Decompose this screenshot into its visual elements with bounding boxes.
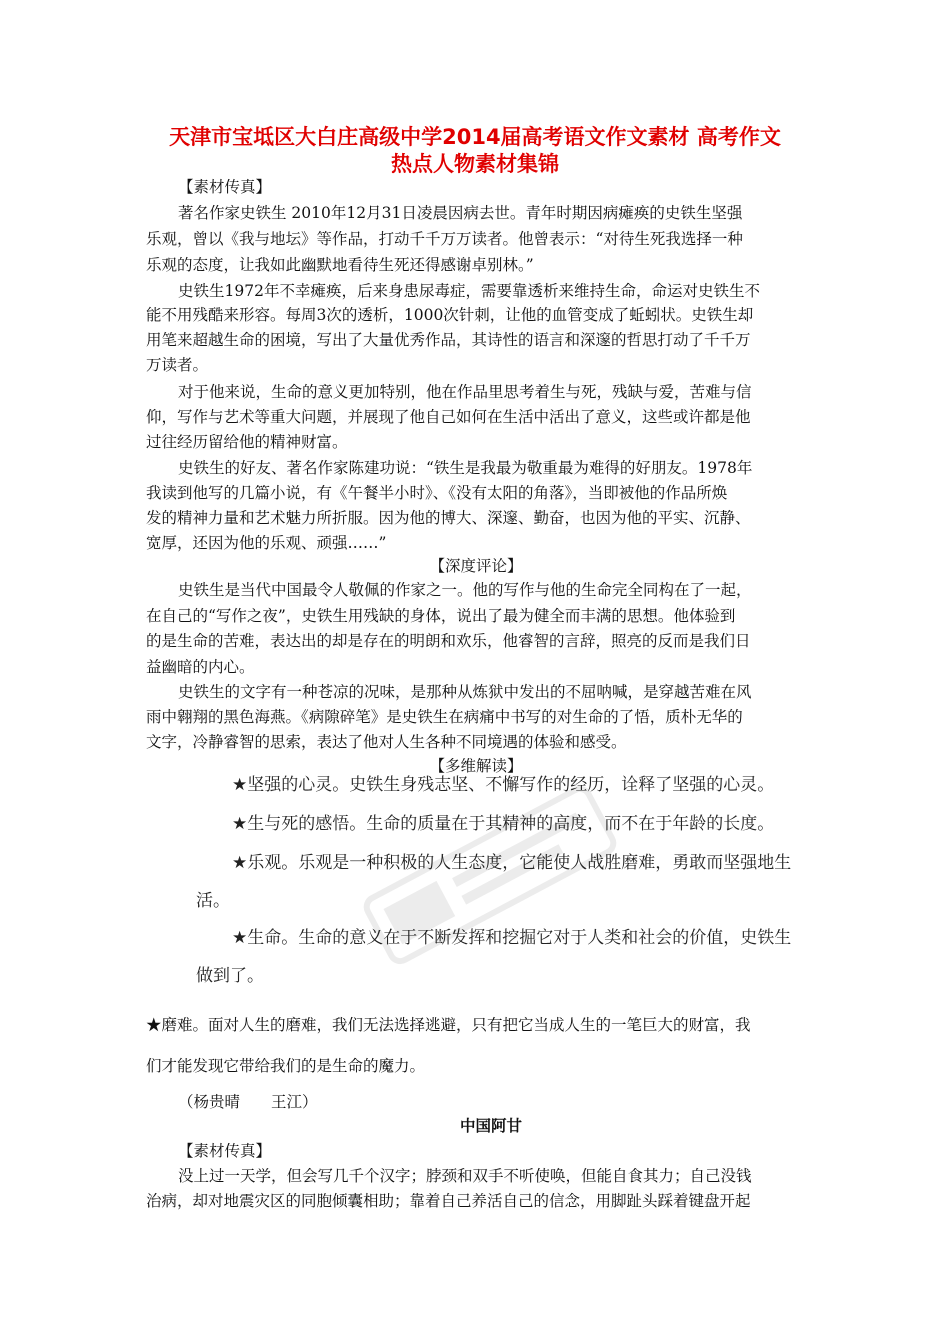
paragraph-line: 能不用残酷来形容。每周3次的透析，1000次针刺，让他的血管变成了蚯蚓状。史铁生却 bbox=[146, 306, 754, 324]
paragraph-line: 仰，写作与艺术等重大问题，并展现了他自己如何在生活中活出了意义，这些或许都是他 bbox=[146, 408, 751, 426]
document-title bbox=[120, 124, 830, 178]
paragraph-line: 乐观，曾以《我与地坛》等作品，打动千千万万读者。他曾表示：“对待生死我选择一种 bbox=[146, 230, 743, 248]
article-title: 中国阿甘 bbox=[459, 1117, 522, 1135]
paragraph-line: 著名作家史铁生 2010年12月31日凌晨因病去世。青年时期因病瘫痪的史铁生坚强 bbox=[178, 204, 743, 222]
paragraph-line: 史铁生1972年不幸瘫痪，后来身患尿毒症，需要靠透析来维持生命，命运对史铁生不 bbox=[178, 282, 760, 300]
paragraph-line: 治病，却对地震灾区的同胞倾囊相助；靠着自己养活自己的信念，用脚趾头踩着键盘开起 bbox=[146, 1192, 751, 1210]
interpretation-item: ★坚强的心灵。史铁生身残志坚、不懈写作的经历，诠释了坚强的心灵。 bbox=[232, 775, 775, 795]
paragraph-line: 用笔来超越生命的困境，写出了大量优秀作品，其诗性的语言和深邃的哲思打动了千千万 bbox=[146, 331, 751, 349]
paragraph-line: 史铁生是当代中国最令人敬佩的作家之一。他的写作与他的生命完全同构在了一起， bbox=[178, 581, 752, 599]
paragraph-line: 没上过一天学，但会写几千个汉字；脖颈和双手不听使唤，但能自食其力；自己没钱 bbox=[178, 1167, 752, 1185]
section-heading: 【素材传真】 bbox=[178, 1142, 272, 1160]
paragraph-line: 发的精神力量和艺术魅力所折服。因为他的博大、深邃、勤奋，也因为他的平实、沉静、 bbox=[146, 509, 751, 527]
interpretation-item: ★乐观。乐观是一种积极的人生态度，它能使人战胜磨难，勇敢而坚强地生 bbox=[232, 853, 792, 873]
paragraph-line: 史铁生的文字有一种苍凉的况味，是那种从炼狱中发出的不屈呐喊，是穿越苦难在风 bbox=[178, 683, 752, 701]
paragraph-line: 的是生命的苦难，表达出的却是存在的明朗和欢乐，他睿智的言辞，照亮的反而是我们日 bbox=[146, 632, 751, 650]
paragraph-line: 雨中翱翔的黑色海燕。《病隙碎笔》是史铁生在病痛中书写的对生命的了悟，质朴无华的 bbox=[146, 708, 743, 726]
paragraph-line: 对于他来说，生命的意义更加特别，他在作品里思考着生与死，残缺与爱，苦难与信 bbox=[178, 383, 752, 401]
interpretation-item: ★生命。生命的意义在于不断发挥和挖掘它对于人类和社会的价值，史铁生 bbox=[232, 928, 792, 948]
interpretation-extra: ★磨难。面对人生的磨难，我们无法选择逃避，只有把它当成人生的一笔巨大的财富，我 bbox=[146, 1016, 751, 1034]
paragraph-line: 宽厚，还因为他的乐观、顽强……” bbox=[146, 534, 387, 552]
paragraph-line: 文字，冷静睿智的思索，表达了他对人生各种不同境遇的体验和感受。 bbox=[146, 733, 627, 751]
author-credit: （杨贵晴 王江） bbox=[178, 1093, 318, 1111]
interpretation-item: 活。 bbox=[196, 891, 230, 911]
paragraph-line: 在自己的“写作之夜”，史铁生用残缺的身体，说出了最为健全而丰满的思想。他体验到 bbox=[146, 607, 736, 625]
paragraph-line: 万读者。 bbox=[146, 356, 209, 374]
paragraph-line: 我读到他写的几篇小说，有《午餐半小时》、《没有太阳的角落》，当即被他的作品所焕 bbox=[146, 484, 728, 502]
paragraph-line: 乐观的态度，让我如此幽默地看待生死还得感谢卓别林。” bbox=[146, 256, 534, 274]
title-line-1: 天津市宝坻区大白庄高级中学2014届高考语文作文素材 高考作文 bbox=[169, 125, 781, 149]
paragraph-line: 益幽暗的内心。 bbox=[146, 658, 255, 676]
interpretation-extra: 们才能发现它带给我们的是生命的魔力。 bbox=[146, 1057, 426, 1075]
paragraph-line: 史铁生的好友、著名作家陈建功说：“铁生是我最为敬重最为难得的好朋友。1978年 bbox=[178, 459, 753, 477]
interpretation-item: 做到了。 bbox=[196, 966, 264, 986]
title-line-2: 热点人物素材集锦 bbox=[391, 152, 559, 176]
section-heading: 【素材传真】 bbox=[178, 178, 272, 196]
paragraph-line: 过往经历留给他的精神财富。 bbox=[146, 433, 348, 451]
interpretation-item: ★生与死的感悟。生命的质量在于其精神的高度，而不在于年龄的长度。 bbox=[232, 814, 775, 834]
section-heading: 【深度评论】 bbox=[429, 557, 523, 575]
section-heading: 【多维解读】 bbox=[429, 757, 523, 775]
